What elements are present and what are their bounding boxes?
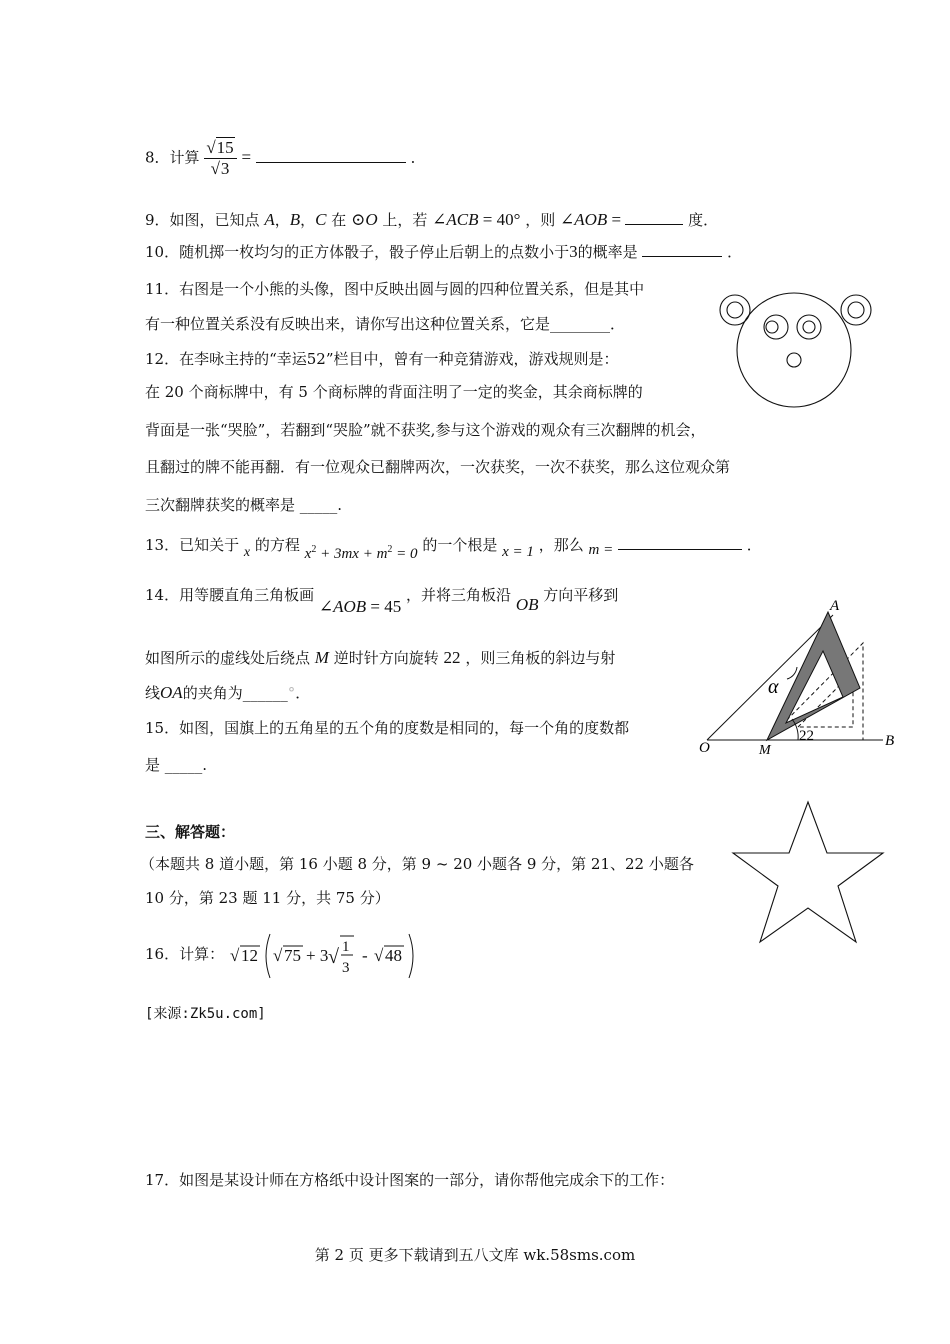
question-16: 16．计算： [145, 945, 225, 963]
question-12-line2: 在 20 个商标牌中，有 5 个商标牌的背面注明了一定的奖金，其余商标牌的 [145, 383, 643, 401]
fraction-sqrt15-over-sqrt3: $\frac{√15}{√3}$ [204, 138, 236, 179]
bear-left-eye-outer [764, 315, 788, 339]
svg-text:75: 75 [284, 946, 301, 965]
question-8: 8．计算 $\frac{√15}{√3}$ = ． [145, 138, 426, 178]
svg-text:-: - [362, 946, 368, 965]
question-14-line1: 14．用等腰直角三角板画 ∠AOB = 45 ，并将三角板沿 OB 方向平移到 [145, 586, 619, 616]
question-17: 17．如图是某设计师在方格纸中设计图案的一部分，请你帮他完成余下的工作： [145, 1171, 675, 1189]
q16-expression [228, 930, 428, 982]
star-outline [733, 802, 883, 942]
svg-text:+ 3: + 3 [306, 946, 329, 965]
question-9: 9．如图，已知点 A，B，C 在 ⊙O 上，若 ∠ACB = 40° ，则 ∠AOB = 度． [145, 210, 719, 229]
bear-right-ear-inner [848, 302, 864, 318]
svg-text:√: √ [230, 946, 240, 965]
label-b: B [885, 733, 895, 749]
svg-text:√: √ [374, 946, 384, 965]
label-22: 22 [799, 728, 814, 744]
question-15-line2: 是 _____. [145, 756, 208, 774]
question-10: 10．随机掷一枚均匀的正方体骰子，骰子停止后朝上的点数小于3的概率是 ． [145, 242, 743, 261]
source-note: [来源:Zk5u.com] [145, 1006, 266, 1022]
svg-text:√: √ [273, 946, 283, 965]
page-footer: 第 2 页 更多下载请到五八文库 wk.58sms.com [314, 1246, 636, 1264]
bear-right-ear-outer [841, 295, 871, 325]
answer-blank-13 [618, 535, 742, 550]
question-15-line1: 15．如图，国旗上的五角星的五个角的度数是相同的，每一个角的度数都 [145, 719, 630, 737]
bear-left-ear-inner [727, 302, 743, 318]
question-12-line3: 背面是一张“哭脸”，若翻到“哭脸”就不获奖,参与这个游戏的观众有三次翻牌的机会， [145, 421, 706, 439]
answer-blank-10 [642, 242, 722, 257]
bear-left-ear-outer [720, 295, 750, 325]
svg-text:1: 1 [342, 939, 350, 955]
rotated-triangle-plate [767, 612, 860, 740]
section-3-note-line1: （本题共 8 道小题，第 16 小题 8 分，第 9 ~ 20 小题各 9 分，第 21、22 小题各 [140, 855, 694, 873]
bear-head-figure [712, 288, 877, 418]
answer-blank-8 [256, 148, 406, 163]
section-3-title: 三、解答题： [145, 823, 236, 841]
question-12-line1: 12．在李咏主持的“幸运52”栏目中，曾有一种竞猜游戏，游戏规则是： [145, 350, 619, 368]
question-14-line3: 线OA的夹角为______°． [145, 683, 311, 702]
label-m: M [759, 743, 771, 758]
question-12-line5: 三次翻牌获奖的概率是 _____. [145, 496, 343, 514]
label-alpha: α [768, 676, 779, 698]
question-14-line2: 如图所示的虚线处后绕点 M 逆时针方向旋转 22 ，则三角板的斜边与射 [145, 648, 616, 667]
question-13: 13．已知关于 x 的方程 $x^2 + 3mx + m^2 = 0$ 的一个根是 x = 1 ，那么 m = ． [145, 536, 762, 562]
svg-text:√: √ [328, 946, 339, 968]
section-3-note-line2: 10 分，第 23 题 11 分，共 75 分） [145, 889, 390, 907]
bear-nose-circle [787, 353, 801, 367]
svg-text:3: 3 [342, 960, 350, 976]
five-pointed-star-figure [728, 798, 888, 948]
bear-face-circle [737, 293, 851, 407]
bear-left-eye-inner [766, 321, 778, 333]
svg-text:48: 48 [385, 946, 402, 965]
question-11-line2: 有一种位置关系没有反映出来，请你写出这种位置关系，它是________． [145, 315, 626, 333]
question-12-line4: 且翻过的牌不能再翻．有一位观众已翻牌两次，一次获奖，一次不获奖，那么这位观众第 [145, 458, 731, 476]
answer-blank-9 [625, 210, 683, 225]
label-o: O [699, 740, 710, 756]
question-11-line1: 11．右图是一个小熊的头像，图中反映出圆与圆的四种位置关系，但是其中 [145, 280, 645, 298]
svg-text:12: 12 [241, 946, 258, 965]
bear-right-eye-inner [803, 321, 815, 333]
label-a: A [830, 598, 840, 614]
triangle-rotation-figure [695, 595, 910, 760]
angle-alpha-arc [787, 667, 797, 679]
bear-right-eye-outer [797, 315, 821, 339]
